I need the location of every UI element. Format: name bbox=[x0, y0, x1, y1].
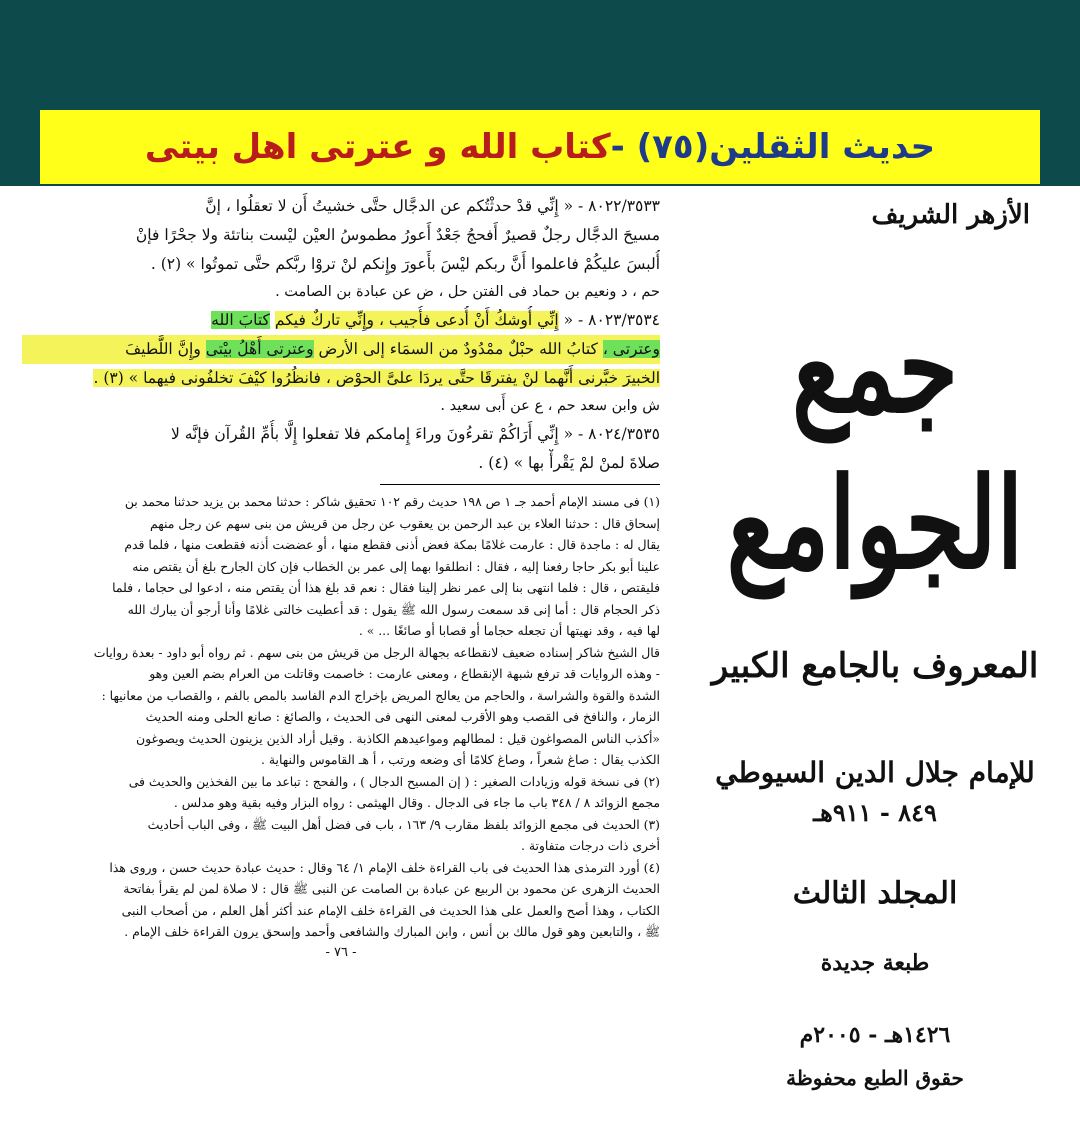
hadith-line: ٨٠٢٤/٣٥٣٥ - « إِنِّي أَرَاكُمْ تقرءُونَ وراءَ إِمامكم فلا تفعلوا إِلَّا بأُمِّ القُرآن فإنَّه لا bbox=[170, 425, 660, 443]
highlight-green: وعترتى أَهْلُ بيْتى bbox=[205, 340, 314, 358]
hadith-source: ش وابن سعد حم ، ع عن أَبى سعيد . bbox=[440, 398, 660, 414]
highlight-green: وعترتى ، bbox=[602, 340, 660, 358]
highlight-yellow: وإِنَّ اللَّطيفَ bbox=[125, 340, 206, 358]
footnotes bbox=[22, 491, 660, 943]
footnote-line: ﷺ ، والتابعين وهو قول مالك بن أنس ، وابن المبارك والشافعى وأحمد وإسحق يرون القراءة خلف الإمام . bbox=[124, 924, 660, 939]
hadith-line bbox=[22, 306, 660, 335]
hadith-line: صلاةَ لمنْ لمْ يَقْرأْ بها » (٤) . bbox=[478, 454, 660, 472]
highlight-yellow: إِنِّي أُوشكُ أَنْ أُدعى فأُجيب ، وإِنِّي تاركٌ فيكم bbox=[274, 311, 559, 329]
banner-title-part2: كتاب الله و عترتى اهل بيتى bbox=[144, 127, 611, 167]
footnote-line: يقال له : ماجدة قال : عارمت غلامًا بمكة فعض أذنى فقطع منها ، أو عضضت أذنه فقطعت منها ، فلما قدم bbox=[124, 537, 660, 552]
author-dates: ٨٤٩ - ٩١١هـ bbox=[813, 798, 937, 827]
footnote-line: (١) فى مسند الإمام أحمد جـ ١ ص ١٩٨ حديث رقم ١٠٢ تحقيق شاكر : حدثنا محمد بن يزيد حدثنا محمد بن bbox=[124, 494, 660, 509]
highlight-yellow: الخبيرَ خبَّرنى أَنَّهما لنْ يفترقَا حتَّى يردَا علىَّ الحوْض ، فانظُرُوا كيْفَ تخلفُونى فيهما » (٣) . bbox=[93, 369, 660, 387]
hadith-3534-highlighted bbox=[22, 306, 660, 393]
highlight-yellow: كتابُ الله bbox=[534, 340, 603, 358]
book-subtitle: المعروف بالجامع الكبير bbox=[711, 646, 1039, 686]
footnote-line: (٤) أورد الترمذى هذا الحديث فى باب القراءة خلف الإمام ١/ ٦٤ وقال : حديث عبادة حديث حسن ، وروى هذا bbox=[109, 859, 660, 875]
rights-notice: حقوق الطبع محفوظة bbox=[786, 1066, 964, 1090]
footnote-line: (٢) فى نسخة قوله وزيادات الصغير : ( إن المسيح الدجال ) ، والفحج : تباعد ما بين الفخذين والحديث فى bbox=[128, 773, 660, 789]
footnote-line: الكذب يقال : صاغ شعراً ، وصاغ كلامًا أى وضعه ورتب ، أ هـ القاموس والنهاية . bbox=[261, 752, 660, 767]
book-page bbox=[0, 186, 1080, 1140]
footnote-line: الحديث الزهرى عن محمود بن الربيع عن عبادة بن الصامت عن النبى ﷺ قال : لا صلاة لمن لم يقرأ بفاتحة bbox=[123, 881, 660, 896]
hadith-line: ٨٠٢٢/٣٥٣٣ - « إِنِّي قدْ حدثْتُكم عن الدجَّال حتَّى خشيتُ أَن لا تعقلُوا ، إنَّ bbox=[205, 197, 660, 215]
hadith-line bbox=[22, 335, 660, 364]
highlight-yellow: حبْلٌ ممْدُودٌ من السمَاء إلى الأرض bbox=[313, 340, 535, 358]
footnote-line: مجمع الزوائد ٨ / ٣٤٨ باب ما جاء فى الدجال . وقال الهيثمى : رواه البزار وفيه بقية وهو مدلس . bbox=[173, 795, 660, 810]
footnote-divider bbox=[380, 484, 660, 485]
book-author: للإمام جلال الدين السيوطي bbox=[715, 756, 1035, 789]
title-banner bbox=[40, 110, 1040, 184]
footnote-line: ذكر الحجام قال : أما إنى قد سمعت رسول الله ﷺ يقول : قد أعطيت خالتى غلامًا وأنا أرجو أن يبارك الله bbox=[127, 601, 660, 617]
footnote-line: أخرى ذات درجات متفاوتة . bbox=[520, 838, 660, 853]
banner-title-part1: حديث الثقلين(٧٥) - bbox=[610, 127, 936, 167]
footnote-line: «أكذب الناس المصواغون قيل : لمطالهم ومواعيدهم الكاذبة . وقيل أراد الذين يزينون الحديث ويصوغون bbox=[135, 730, 660, 746]
footnote-line: الكتاب ، وهذا أصح والعمل على هذا الحديث فى القراءة خلف الإمام عند أكثر أهل العلم ، من أصحاب النبى bbox=[121, 902, 660, 918]
hadith-line: أُلبسَ عليكُمْ فاعلموا أَنَّ ربكم ليْسَ بأَعورَ وإِنكم لنْ تروْا ربَّكم حتَّى تموتُوا » (٢) . bbox=[150, 255, 660, 273]
hadith-3535 bbox=[22, 420, 660, 478]
footnote-line: لها فيه ، وقد نهيتها أن تجعله حجاما أو قصابا أو صائغًا ... » . bbox=[358, 623, 660, 638]
hadith-line: مسيحَ الدجَّال رجلٌ قصيرٌ أَفحجُ جَعْدٌ أَعورُ مطموسُ العيْن ليْست بناتئة ولا جحْرًا فإنْ bbox=[135, 226, 660, 244]
publication-year: ١٤٢٦هـ - ٢٠٠٥م bbox=[799, 1022, 951, 1048]
publisher-logo-text: الأزهر الشريف bbox=[871, 200, 1030, 230]
page-number: - ٧٦ - bbox=[325, 944, 357, 960]
highlight-green: كتابَ الله bbox=[211, 311, 270, 329]
footnote-line: إسحاق قال : حدثنا العلاء بن عبد الرحمن بن يعقوب عن رجل من قريش من بنى سهم عن رجل منهم bbox=[150, 515, 660, 531]
hadith-number: ٨٠٢٣/٣٥٣٤ - « bbox=[558, 311, 660, 329]
book-cover bbox=[660, 186, 1080, 1140]
edition-label: طبعة جديدة bbox=[820, 950, 930, 976]
footnote-line: قال الشيخ شاكر إسناده ضعيف لانقطاعه بجهالة الرجل من قريش من بنى سهم . ثم رواه أبو داود - بعدة روايات bbox=[93, 644, 660, 660]
volume-label: المجلد الثالث bbox=[792, 876, 958, 911]
footnote-line: (٣) الحديث فى مجمع الزوائد بلفظ مقارب ٩/ ١٦٣ ، باب فى فضل أهل البيت ﷺ ، وفى الباب أحاديث bbox=[147, 816, 660, 832]
book-title: جمع الجوامع bbox=[726, 293, 1024, 597]
text-column bbox=[22, 192, 660, 1140]
hadith-3533 bbox=[22, 192, 660, 279]
hadith-line bbox=[22, 364, 660, 393]
footnote-line: الزمار ، والنافخ فى القصب وهو الأقرب لمعنى النهى فى الحديث ، والصائغ : صانع الحلى ومنه الحديث bbox=[145, 709, 660, 724]
footnote-line: فليقتص ، قال : فلما انتهى بنا إلى عمر نظر إلينا فقال : نعم قد بلغ هذا أن يقتص منه ، ادعوا لى حجاما ، فلما bbox=[112, 580, 660, 595]
hadith-source: حم ، د ونعيم بن حماد فى الفتن حل ، ض عن عبادة بن الصامت . bbox=[275, 284, 660, 300]
footnote-line: الشدة والقوة والشراسة ، والحاجم من يعالج المريض بإخراج الدم الفاسد بالمص بالفم ، والقصاب من معانيها : bbox=[101, 687, 660, 703]
footnote-line: علينا أبو بكر حاجا رفعنا إليه ، فقال : انطلقوا بهما إلى عمر بن الخطاب فإن كان الجارح بلغ أن يقتص منه bbox=[132, 558, 660, 574]
footnote-line: - وهذه الروايات قد ترفع شبهة الإنقطاع ، ومعنى عارمت : خاصمت وقاتلت من العرام بضم العين وهو bbox=[149, 666, 660, 681]
